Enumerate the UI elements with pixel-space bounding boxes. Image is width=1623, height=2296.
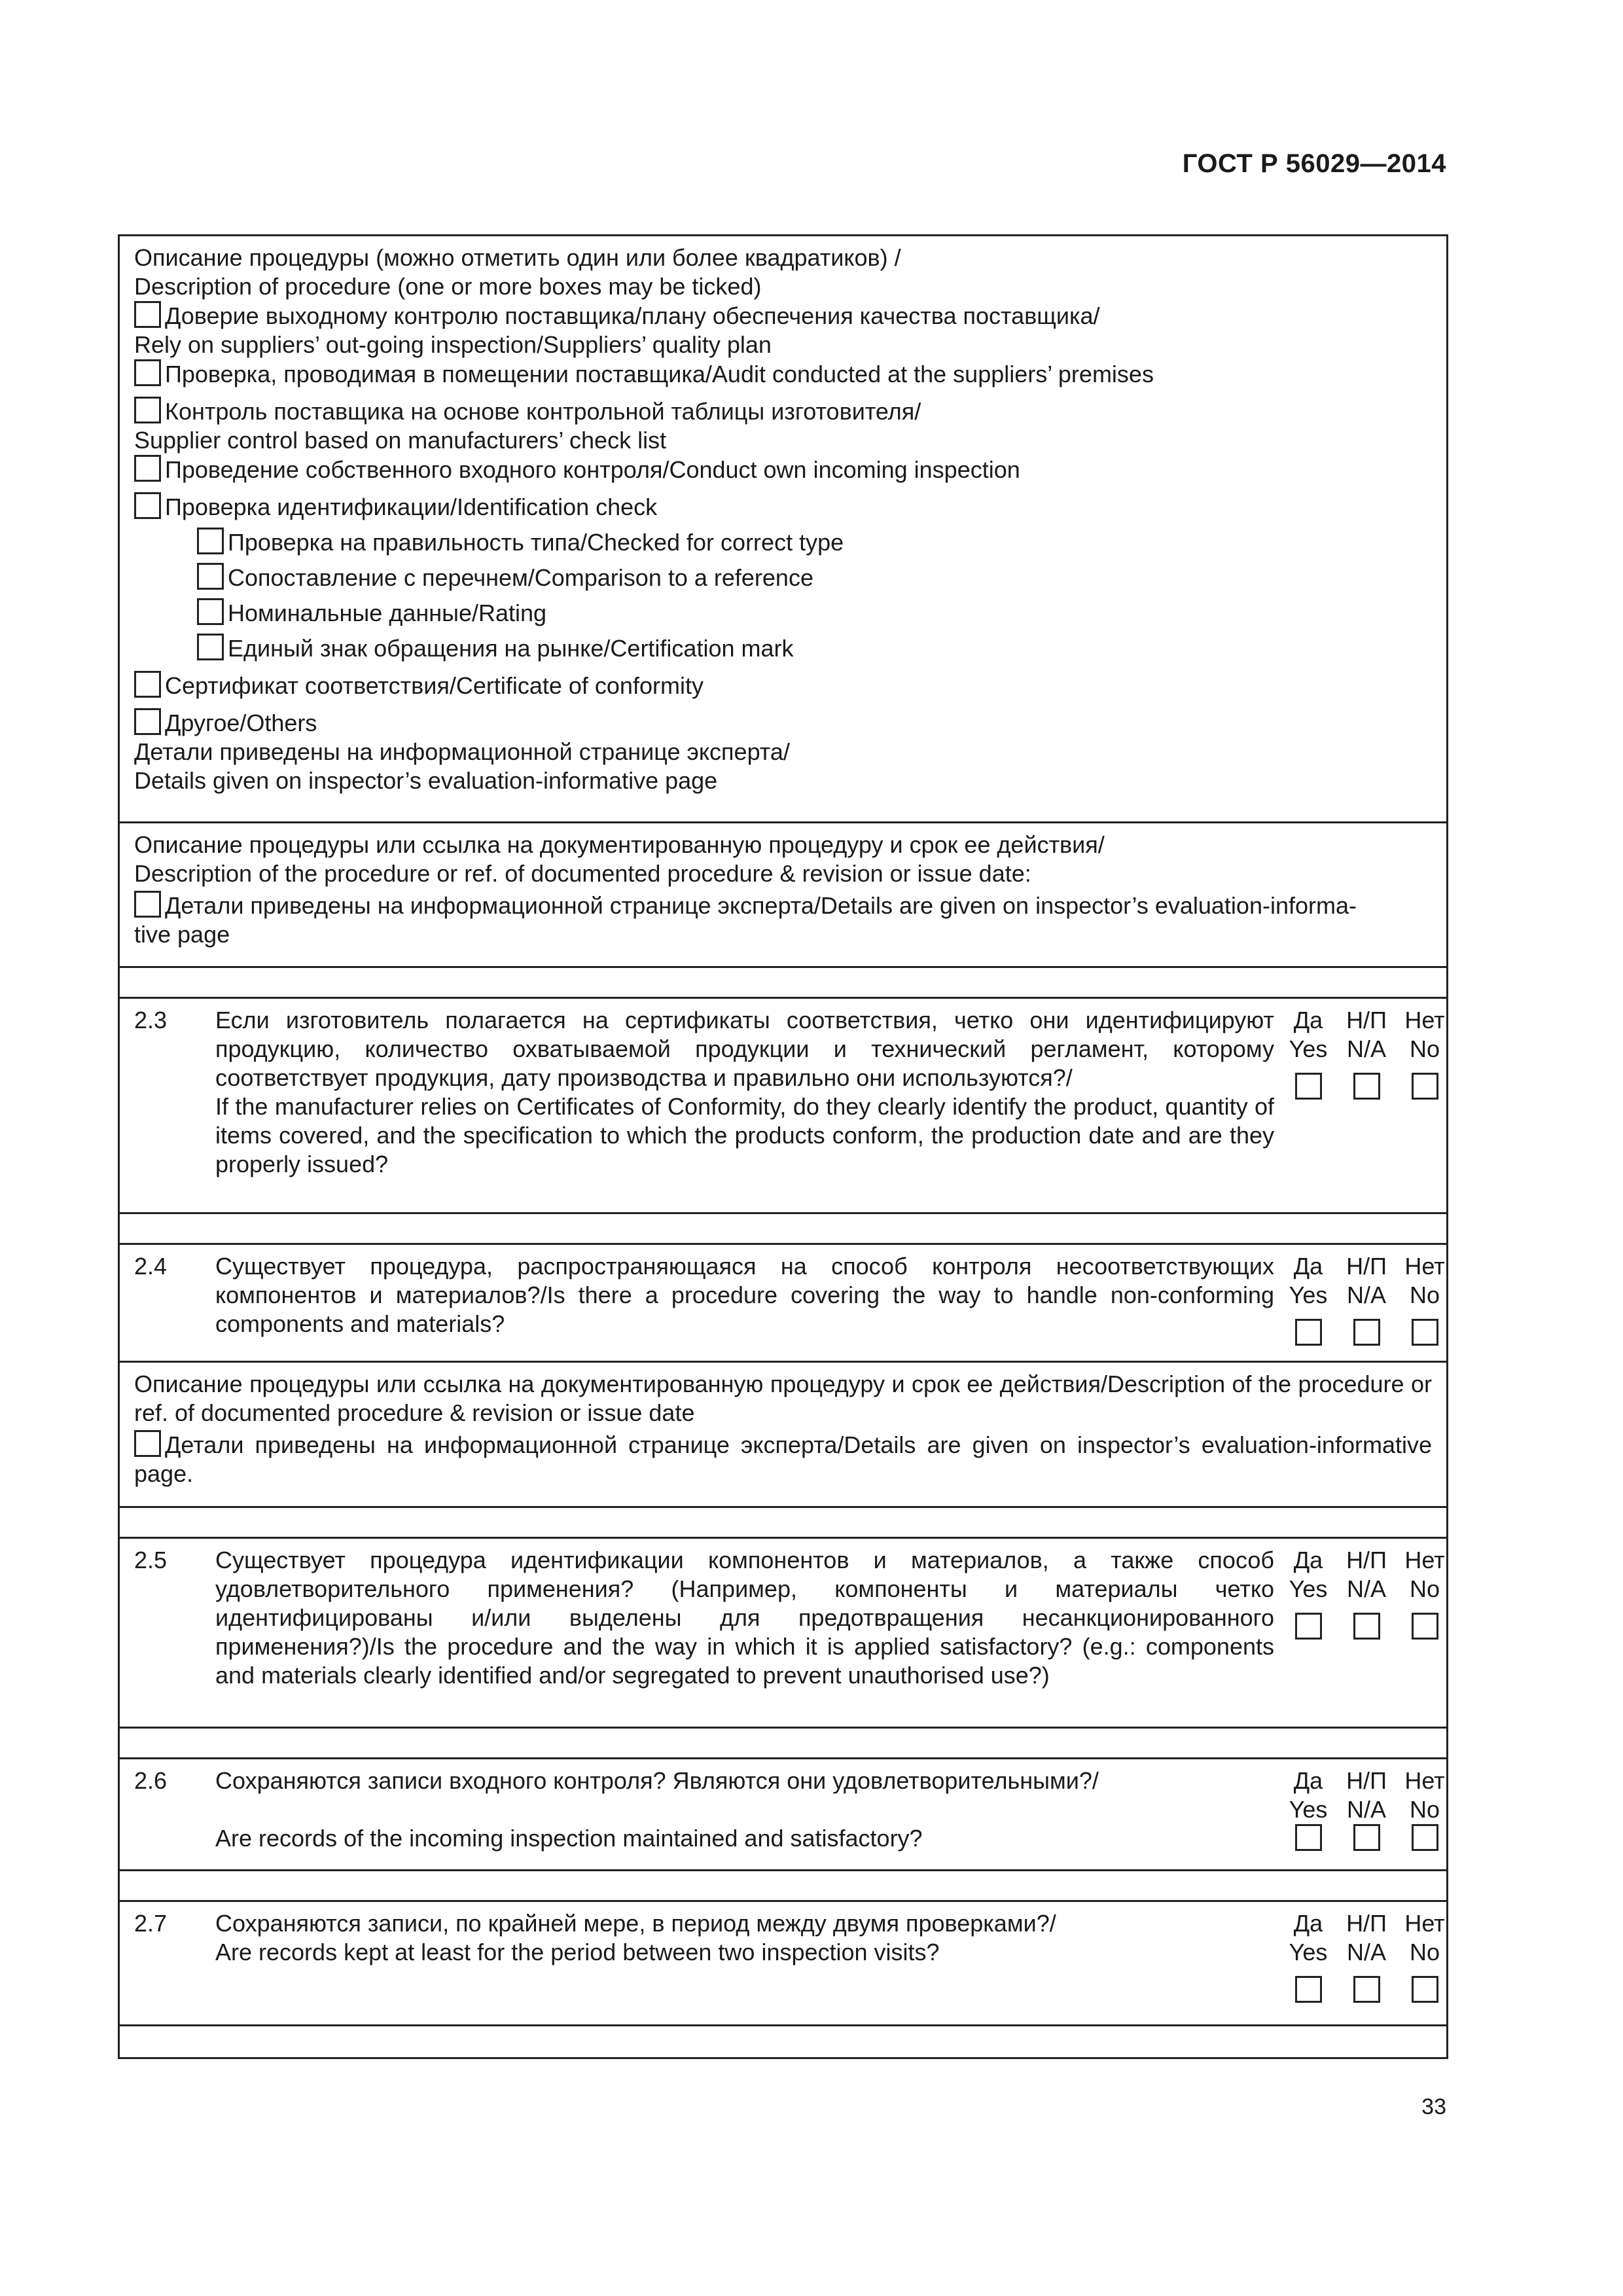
question-text: Существует процедура, распространяющаяся на способ контроля несоответствующих компонентов и материалов?/Is there a procedure covering the way to handle non-conforming components and materials? bbox=[215, 1253, 1274, 1337]
checklist-table bbox=[118, 234, 1448, 2059]
yes-label-ru: Да bbox=[1293, 1007, 1323, 1033]
yes-label-ru: Да bbox=[1293, 1767, 1323, 1794]
checkbox-na[interactable] bbox=[1353, 1319, 1380, 1346]
procedure-reference-block-2 bbox=[120, 1363, 1446, 1508]
na-label-ru: Н/П bbox=[1346, 1547, 1387, 1573]
checkbox-yes[interactable] bbox=[1295, 1613, 1322, 1640]
spacer-row bbox=[120, 1729, 1446, 1759]
question-text-en: Are records kept at least for the period between two inspection visits? bbox=[215, 1939, 940, 1965]
option-supplier-control: Контроль поставщика на основе контрольной таблицы изготовителя/ bbox=[165, 398, 921, 425]
yes-label-ru: Да bbox=[1293, 1910, 1323, 1937]
no-label-ru: Нет bbox=[1404, 1253, 1445, 1280]
checkbox-na[interactable] bbox=[1353, 1976, 1380, 2003]
question-text: Существует процедура идентификации компонентов и материалов, а также способ удовлетворительного применения? (Например, компоненты и материалы четко идентифицированы и/или выделены для предотвращения несанкционированного применения?)/Is the procedure and the way in which it is applied satisfactory? (e.g.: components and materials clearly identified and/or segregated to prevent unauthorised use?) bbox=[215, 1547, 1274, 1689]
na-label-en: N/A bbox=[1346, 1282, 1386, 1308]
checkbox-comparison-reference[interactable] bbox=[197, 563, 224, 590]
document-header: ГОСТ Р 56029—2014 bbox=[1182, 149, 1446, 178]
checkbox-supplier-outgoing[interactable] bbox=[134, 301, 161, 328]
option-supplier-outgoing-en: Rely on suppliers’ out-going inspection/Suppliers’ quality plan bbox=[134, 331, 772, 358]
na-label-ru: Н/П bbox=[1346, 1253, 1387, 1280]
option-certification-mark: Единый знак обращения на рынке/Certification mark bbox=[228, 635, 794, 662]
question-number: 2.7 bbox=[134, 1910, 168, 1937]
question-number: 2.5 bbox=[134, 1547, 168, 1573]
checkbox-no[interactable] bbox=[1412, 1824, 1438, 1851]
no-label-en: No bbox=[1409, 1575, 1440, 1602]
yes-label-ru: Да bbox=[1293, 1253, 1323, 1280]
no-label-ru: Нет bbox=[1404, 1547, 1445, 1573]
reference-text: Описание процедуры или ссылка на документированную процедуру и срок ее действия/Description of the procedure or ref. of documented procedure & revision or issue date bbox=[134, 1371, 1432, 1426]
question-number: 2.6 bbox=[134, 1767, 168, 1794]
question-text-ru: Если изготовитель полагается на сертификаты соответствия, четко они идентифицируют продукцию, количество охватываемой продукции и технический регламент, которому соответствует продукция, дату производства и правильно они используются?/ bbox=[215, 1007, 1274, 1091]
checkbox-certificate-conformity[interactable] bbox=[134, 671, 161, 698]
checkbox-no[interactable] bbox=[1412, 1073, 1438, 1100]
option-certificate-conformity: Сертификат соответствия/Certificate of conformity bbox=[165, 672, 704, 699]
checkbox-others[interactable] bbox=[134, 708, 161, 735]
spacer-row bbox=[120, 2026, 1446, 2057]
checkbox-no[interactable] bbox=[1412, 1319, 1438, 1346]
checkbox-yes[interactable] bbox=[1295, 1976, 1322, 2003]
yes-label-en: Yes bbox=[1289, 1035, 1328, 1062]
no-label-en: No bbox=[1409, 1035, 1440, 1062]
na-label-ru: Н/П bbox=[1346, 1910, 1387, 1937]
page-number: 33 bbox=[1421, 2094, 1446, 2119]
checkbox-details-given[interactable] bbox=[134, 891, 161, 918]
block1-title-en: Description of procedure (one or more boxes may be ticked) bbox=[134, 273, 762, 300]
spacer-row bbox=[120, 1214, 1446, 1245]
option-identification-check: Проверка идентификации/Identification check bbox=[165, 493, 658, 520]
question-text-ru: Сохраняются записи входного контроля? Являются они удовлетворительными?/ bbox=[215, 1767, 1099, 1794]
option-correct-type: Проверка на правильность типа/Checked for correct type bbox=[228, 529, 844, 556]
na-label-en: N/A bbox=[1346, 1939, 1386, 1965]
question-2-4 bbox=[120, 1245, 1446, 1363]
na-label-ru: Н/П bbox=[1346, 1767, 1387, 1794]
yes-label-en: Yes bbox=[1289, 1575, 1328, 1602]
na-label-en: N/A bbox=[1346, 1035, 1386, 1062]
no-label-ru: Нет bbox=[1404, 1910, 1445, 1937]
option-rating: Номинальные данные/Rating bbox=[228, 600, 547, 626]
yes-label-en: Yes bbox=[1289, 1939, 1328, 1965]
checkbox-no[interactable] bbox=[1412, 1613, 1438, 1640]
checkbox-own-inspection[interactable] bbox=[134, 455, 161, 482]
question-text-en: If the manufacturer relies on Certificates of Conformity, do they clearly identify the product, quantity of items covered, and the specification to which the products conform, the production date and are they properly issued? bbox=[215, 1093, 1274, 1177]
details-given-text-cont: tive page bbox=[134, 921, 230, 948]
no-label-en: No bbox=[1409, 1939, 1440, 1965]
checkbox-na[interactable] bbox=[1353, 1613, 1380, 1640]
checkbox-yes[interactable] bbox=[1295, 1073, 1322, 1100]
option-supplier-outgoing: Доверие выходному контролю поставщика/плану обеспечения качества поставщика/ bbox=[165, 302, 1100, 329]
yes-label-ru: Да bbox=[1293, 1547, 1323, 1573]
yes-label-en: Yes bbox=[1289, 1282, 1328, 1308]
checkbox-details-given[interactable] bbox=[134, 1430, 161, 1457]
question-2-6 bbox=[120, 1759, 1446, 1871]
question-text-ru: Сохраняются записи, по крайней мере, в период между двумя проверками?/ bbox=[215, 1910, 1056, 1937]
reference-line-ru: Описание процедуры или ссылка на документированную процедуру и срок ее действия/ bbox=[134, 831, 1105, 858]
option-comparison-reference: Сопоставление с перечнем/Comparison to a reference bbox=[228, 564, 813, 591]
option-others: Другое/Others bbox=[165, 709, 317, 736]
procedure-reference-block bbox=[120, 823, 1446, 968]
checkbox-certification-mark[interactable] bbox=[197, 634, 224, 660]
question-2-5 bbox=[120, 1539, 1446, 1729]
spacer-row bbox=[120, 968, 1446, 999]
question-text-en: Are records of the incoming inspection maintained and satisfactory? bbox=[215, 1825, 923, 1852]
checkbox-no[interactable] bbox=[1412, 1976, 1438, 2003]
question-number: 2.3 bbox=[134, 1007, 168, 1033]
details-note-ru: Детали приведены на информационной странице эксперта/ bbox=[134, 738, 790, 765]
spacer-row bbox=[120, 1871, 1446, 1902]
na-label-en: N/A bbox=[1346, 1796, 1386, 1823]
checkbox-supplier-control[interactable] bbox=[134, 397, 161, 423]
checkbox-identification-check[interactable] bbox=[134, 492, 161, 519]
checkbox-correct-type[interactable] bbox=[197, 528, 224, 554]
checkbox-yes[interactable] bbox=[1295, 1319, 1322, 1346]
option-audit-premises: Проверка, проводимая в помещении поставщика/Audit conducted at the suppliers’ premises bbox=[165, 361, 1154, 387]
details-given-text: Детали приведены на информационной странице эксперта/Details are given on inspector’s evaluation-informa- bbox=[165, 892, 1357, 919]
block1-title-ru: Описание процедуры (можно отметить один или более квадратиков) / bbox=[134, 244, 901, 271]
option-own-inspection: Проведение собственного входного контроля/Conduct own incoming inspection bbox=[165, 456, 1020, 483]
yes-label-en: Yes bbox=[1289, 1796, 1328, 1823]
spacer-row bbox=[120, 1508, 1446, 1539]
checkbox-na[interactable] bbox=[1353, 1824, 1380, 1851]
na-label-ru: Н/П bbox=[1346, 1007, 1387, 1033]
question-2-7 bbox=[120, 1902, 1446, 2026]
no-label-en: No bbox=[1409, 1796, 1440, 1823]
procedure-description-block bbox=[120, 236, 1446, 823]
checkbox-rating[interactable] bbox=[197, 598, 224, 625]
na-label-en: N/A bbox=[1346, 1575, 1386, 1602]
reference-line-en: Description of the procedure or ref. of documented procedure & revision or issue date: bbox=[134, 860, 1031, 887]
details-note-en: Details given on inspector’s evaluation-informative page bbox=[134, 767, 718, 794]
question-number: 2.4 bbox=[134, 1253, 168, 1280]
option-supplier-control-en: Supplier control based on manufacturers’ check list bbox=[134, 427, 667, 454]
checkbox-yes[interactable] bbox=[1295, 1824, 1322, 1851]
no-label-ru: Нет bbox=[1404, 1007, 1445, 1033]
no-label-ru: Нет bbox=[1404, 1767, 1445, 1794]
no-label-en: No bbox=[1409, 1282, 1440, 1308]
checkbox-audit-premises[interactable] bbox=[134, 359, 161, 386]
details-given-text: Детали приведены на информационной странице эксперта/Details are given on inspector’s evaluation-informative page. bbox=[134, 1431, 1432, 1487]
question-2-3 bbox=[120, 999, 1446, 1214]
checkbox-na[interactable] bbox=[1353, 1073, 1380, 1100]
